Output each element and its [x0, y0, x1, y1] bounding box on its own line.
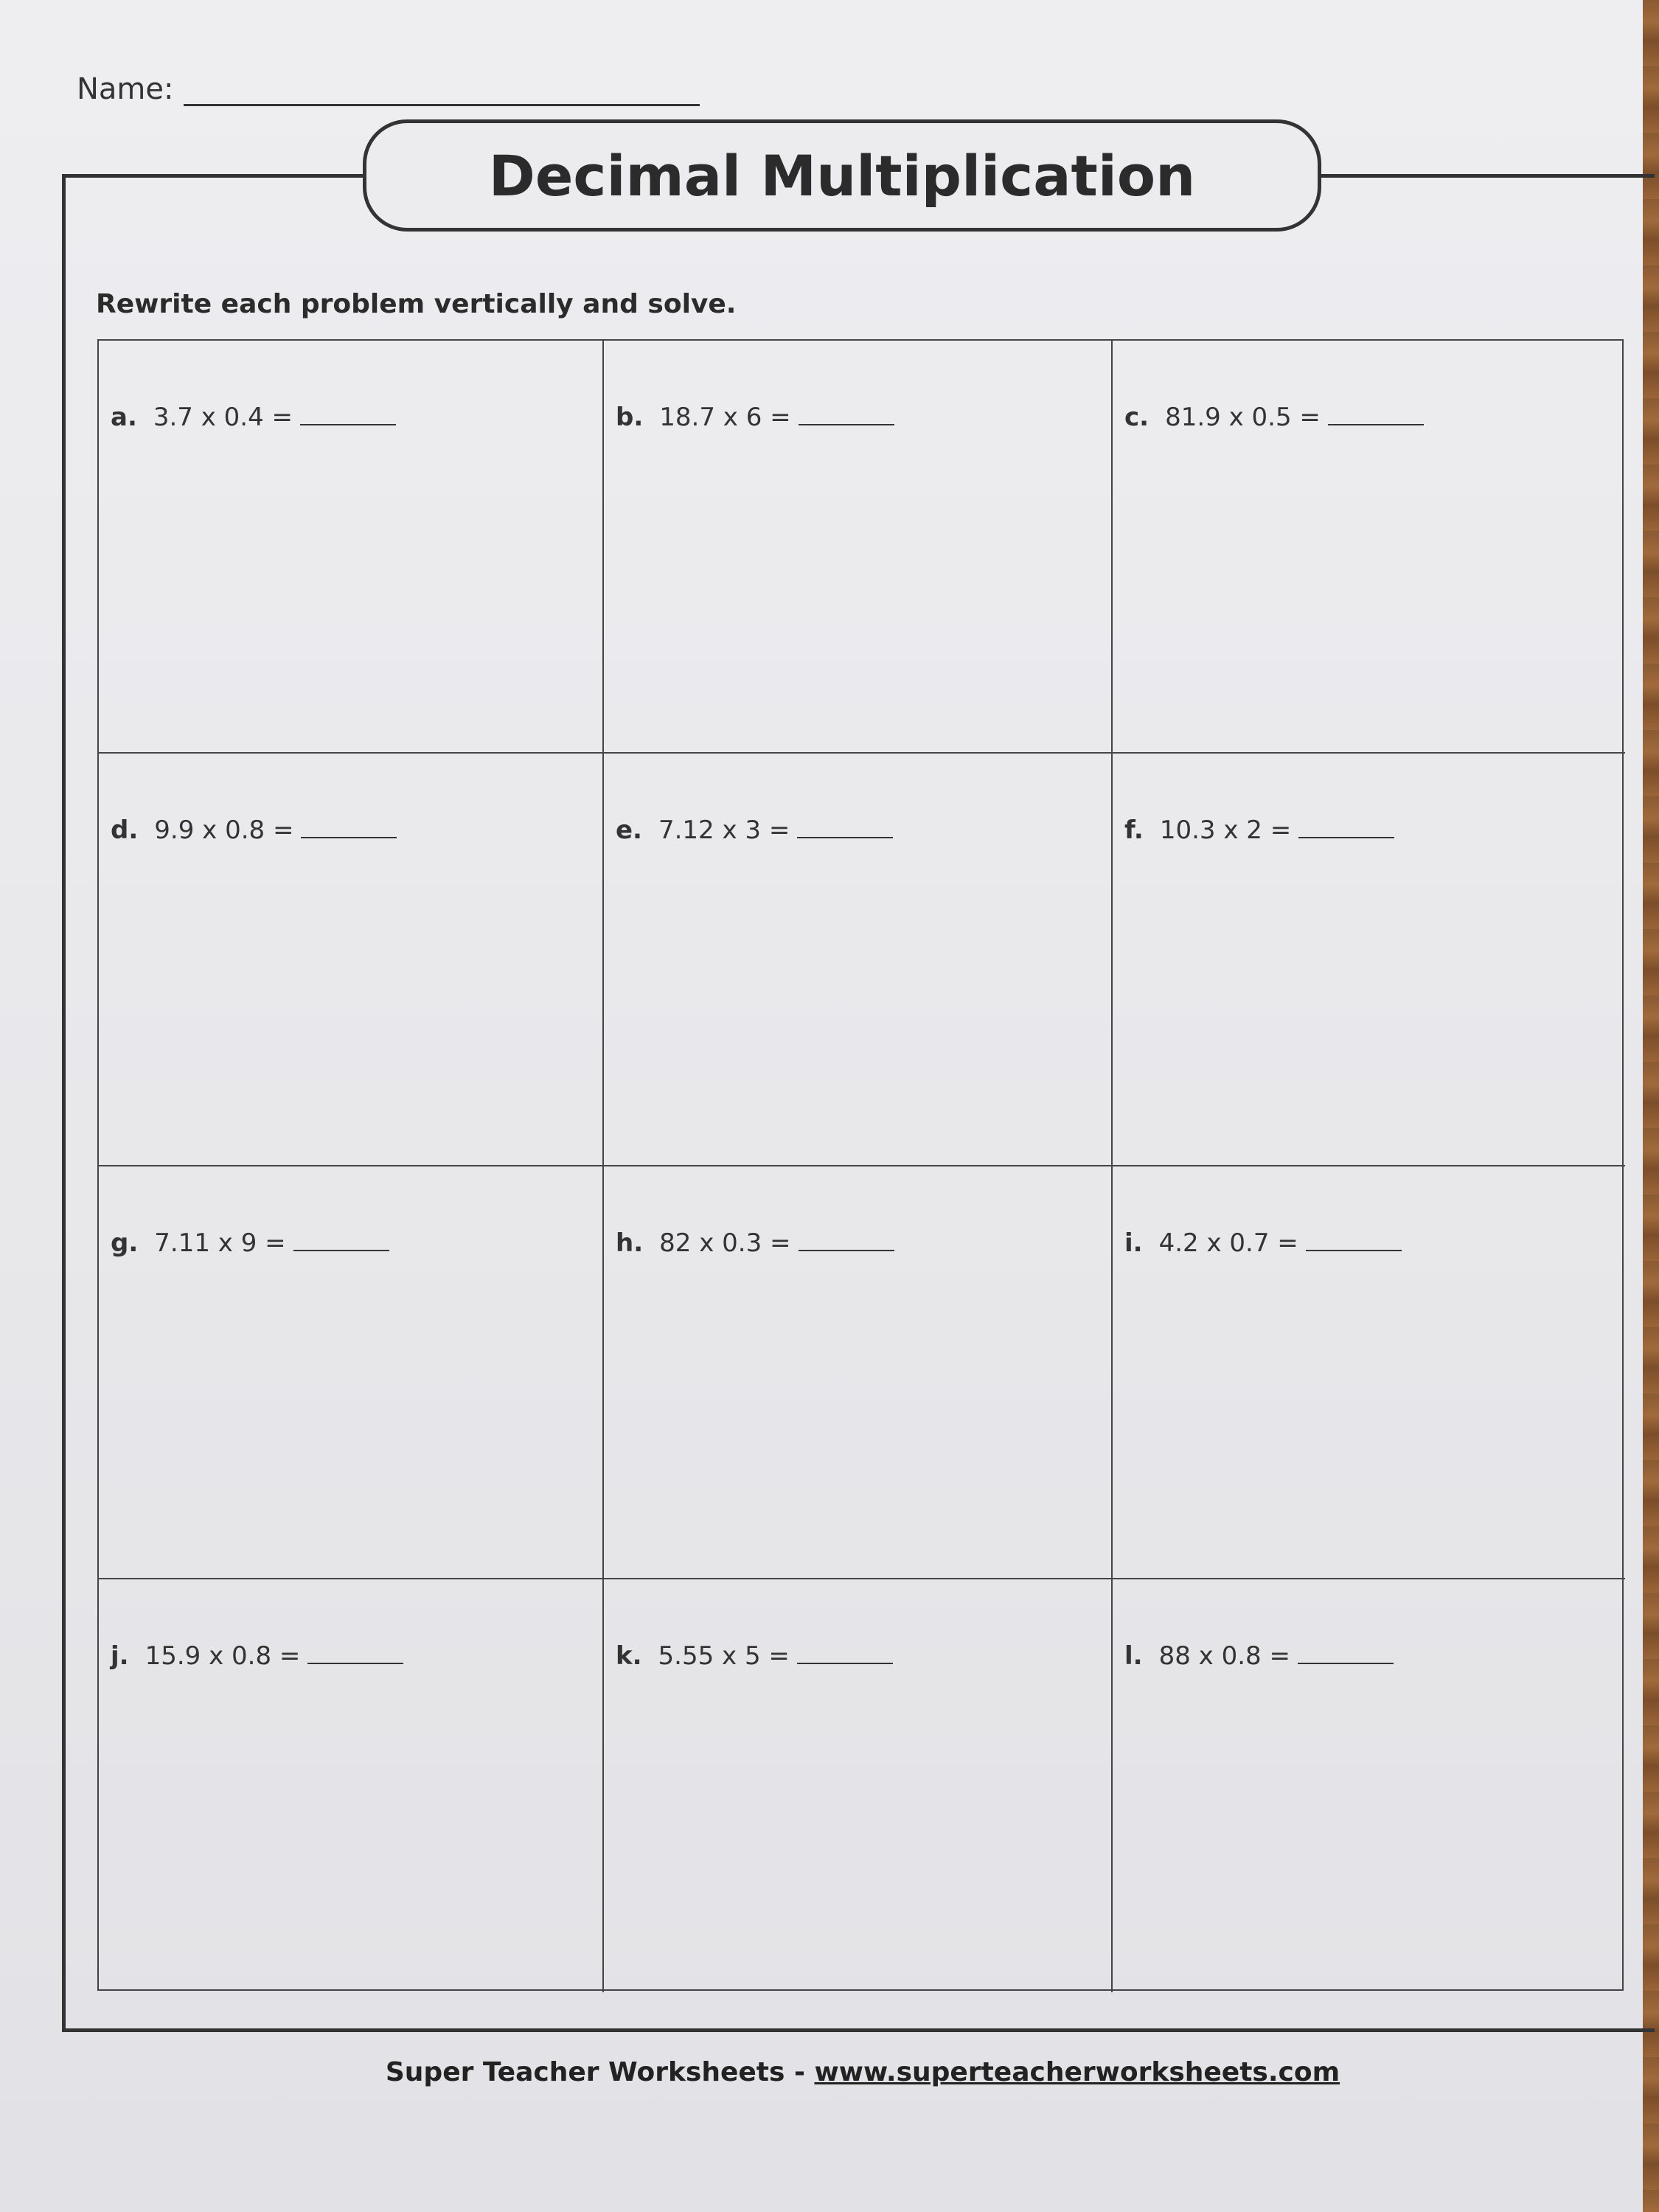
answer-blank: [307, 1642, 403, 1664]
problem-b: [604, 341, 1113, 754]
problem-expression: 7.11 x 9 =: [154, 1228, 286, 1258]
problem-letter: d.: [111, 815, 139, 845]
footer-url-link[interactable]: www.superteacherworksheets.com: [814, 2057, 1340, 2087]
answer-blank: [293, 1229, 389, 1251]
answer-blank: [1298, 1642, 1394, 1664]
problem-letter: a.: [111, 403, 137, 432]
problem-letter: b.: [616, 403, 644, 432]
problem-letter: k.: [616, 1641, 642, 1671]
answer-blank: [1298, 816, 1394, 838]
problem-expression: 3.7 x 0.4 =: [153, 403, 293, 432]
problem-g: [99, 1166, 604, 1579]
problem-expression: 18.7 x 6 =: [659, 403, 791, 432]
problem-letter: l.: [1124, 1641, 1143, 1671]
problem-letter: j.: [111, 1641, 129, 1671]
problem-k: [604, 1579, 1113, 1992]
problem-expression: 7.12 x 3 =: [658, 815, 790, 845]
problem-grid: [97, 339, 1624, 1991]
problem-expression: 82 x 0.3 =: [659, 1228, 791, 1258]
title-banner: [363, 119, 1321, 232]
problem-letter: h.: [616, 1228, 644, 1258]
instructions: Rewrite each problem vertically and solve.: [96, 289, 737, 319]
problem-expression: 9.9 x 0.8 =: [154, 815, 294, 845]
name-label: Name:: [77, 72, 174, 106]
answer-blank: [1306, 1229, 1402, 1251]
page-title: Decimal Multiplication: [488, 142, 1196, 209]
problem-e: [604, 754, 1113, 1166]
problem-c: [1113, 341, 1625, 754]
problem-letter: c.: [1124, 403, 1150, 432]
problem-h: [604, 1166, 1113, 1579]
problem-j: [99, 1579, 604, 1992]
problem-f: [1113, 754, 1625, 1166]
answer-blank: [799, 403, 894, 425]
footer: [0, 2057, 1659, 2087]
answer-blank: [797, 816, 893, 838]
footer-brand: Super Teacher Worksheets -: [385, 2057, 815, 2087]
answer-blank: [300, 403, 396, 425]
problem-letter: f.: [1124, 815, 1144, 845]
problem-d: [99, 754, 604, 1166]
problem-expression: 15.9 x 0.8 =: [145, 1641, 301, 1671]
problem-expression: 5.55 x 5 =: [658, 1641, 790, 1671]
answer-blank: [799, 1229, 894, 1251]
problem-l: [1113, 1579, 1625, 1992]
answer-blank: [797, 1642, 893, 1664]
problem-expression: 4.2 x 0.7 =: [1158, 1228, 1298, 1258]
problem-expression: 10.3 x 2 =: [1159, 815, 1292, 845]
problem-letter: e.: [616, 815, 642, 845]
answer-blank: [1328, 403, 1424, 425]
name-blank-line: [184, 79, 700, 106]
problem-expression: 81.9 x 0.5 =: [1165, 403, 1321, 432]
problem-letter: i.: [1124, 1228, 1143, 1258]
name-field: [77, 72, 700, 106]
problem-letter: g.: [111, 1228, 139, 1258]
problem-a: [99, 341, 604, 754]
problem-expression: 88 x 0.8 =: [1158, 1641, 1290, 1671]
problem-i: [1113, 1166, 1625, 1579]
answer-blank: [301, 816, 397, 838]
